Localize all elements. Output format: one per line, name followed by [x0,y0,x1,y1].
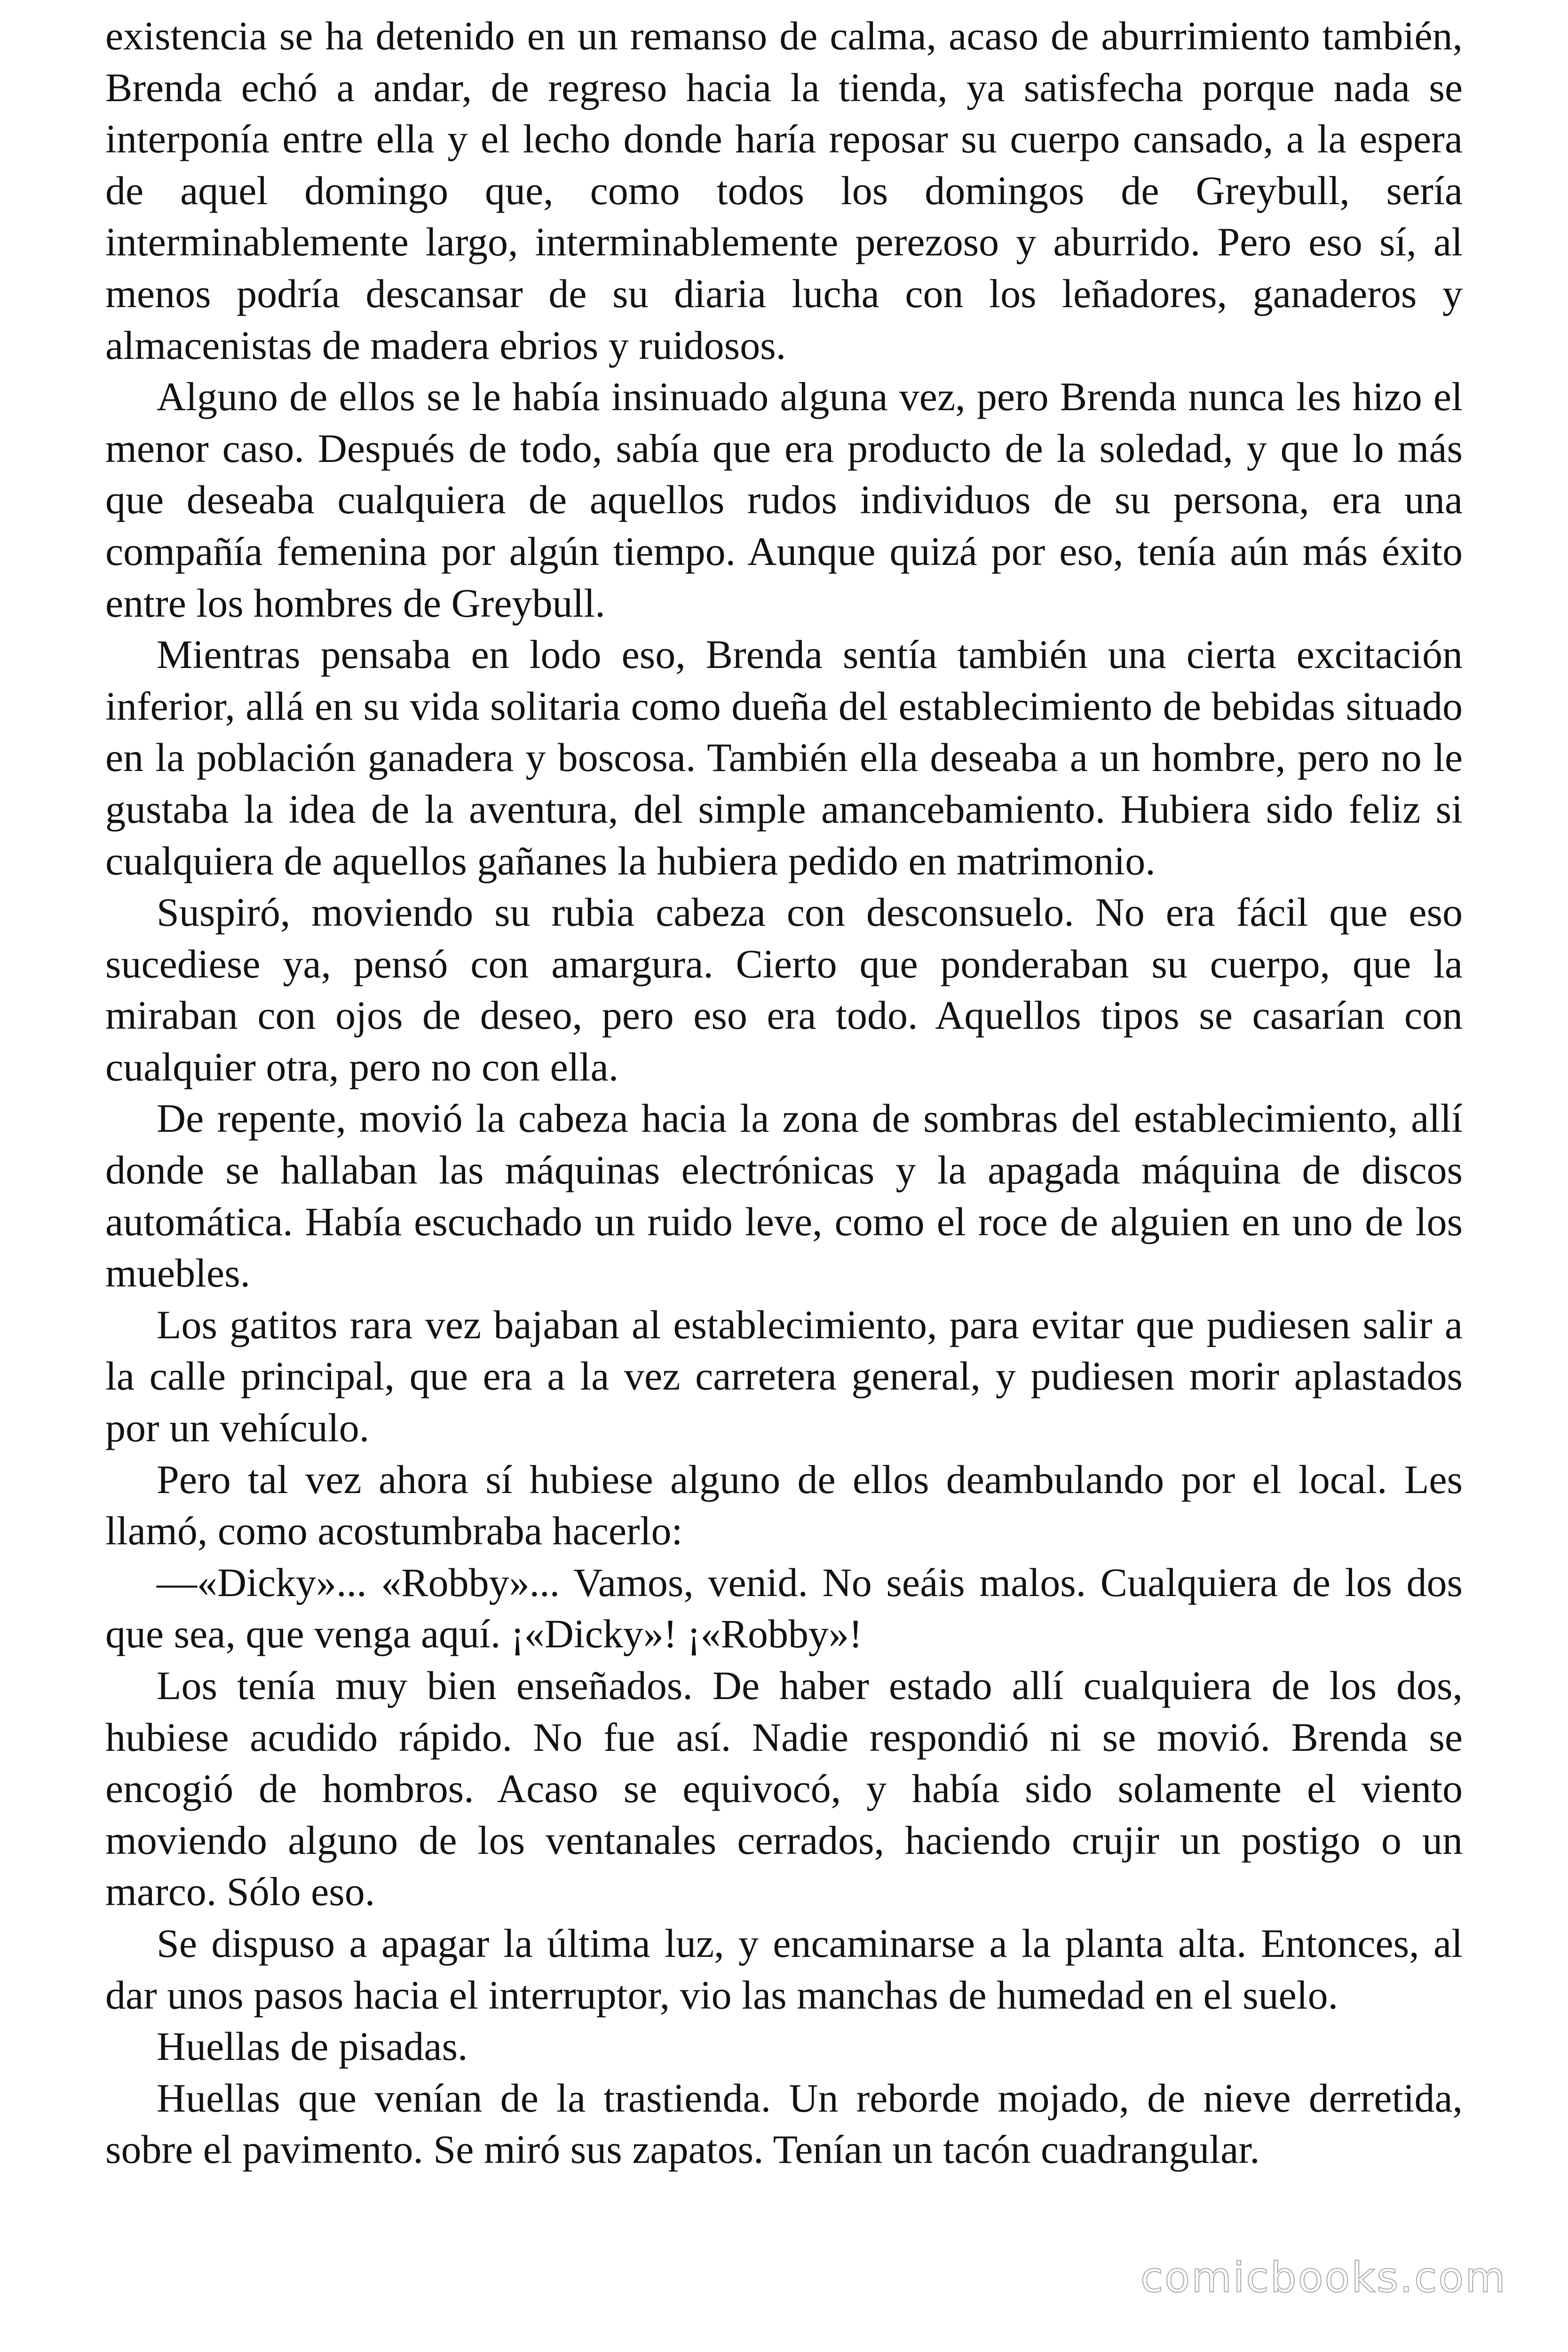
paragraph-6: Los gatitos rara vez bajaban al establecimiento, para evitar que pudiesen salir a la calle principal, que era a la vez carretera general, y pudiesen morir aplastados por un vehículo. [105,1302,1463,1451]
paragraph-1: existencia se ha detenido en un remanso de calma, acaso de aburrimiento también, Brenda echó a andar, de regreso hacia la tienda, ya satisfecha porque nada se interponía entre ella y el lecho donde haría reposar su cuerpo cansado, a la espera de aquel domingo que, como todos los domingos de Greybull, sería interminablemente largo, interminablemente perezoso y aburrido. Pero eso sí, al menos podría descansar de su diaria lucha con los leñadores, ganaderos y almacenistas de madera ebrios y ruidosos. [105,13,1463,368]
paragraph-2: Alguno de ellos se le había insinuado alguna vez, pero Brenda nunca les hizo el menor caso. Después de todo, sabía que era producto de la soledad, y que lo más que deseaba cualquiera de aquellos rudos individuos de su persona, era una compañía femenina por algún tiempo. Aunque quizá por eso, tenía aún más éxito entre los hombres de Greybull. [105,374,1463,626]
paragraph-11: Huellas de pisadas. [157,2024,468,2069]
paragraph-12: Huellas que venían de la trastienda. Un reborde mojado, de nieve derretida, sobre el pavimento. Se miró sus zapatos. Tenían un tacón cuadrangular. [105,2075,1463,2172]
paragraph-9: Los tenía muy bien enseñados. De haber estado allí cualquiera de los dos, hubiese acudido rápido. No fue así. Nadie respondió ni se movió. Brenda se encogió de hombros. Acaso se equivocó, y había sido solamente el viento moviendo alguno de los ventanales cerrados, haciendo crujir un postigo o un marco. Sólo eso. [105,1663,1463,1915]
watermark: comicbooks.com [1140,2253,1507,2302]
paragraph-5: De repente, movió la cabeza hacia la zona de sombras del establecimiento, allí donde se hallaban las máquinas electrónicas y la apagada máquina de discos automática. Había escuchado un ruido leve, como el roce de alguien en uno de los muebles. [105,1096,1463,1296]
paragraph-3: Mientras pensaba en lodo eso, Brenda sentía también una cierta excitación inferior, allá en su vida solitaria como dueña del establecimiento de bebidas situado en la población ganadera y boscosa. También ella deseaba a un hombre, pero no le gustaba la idea de la aventura, del simple amancebamiento. Hubiera sido feliz si cualquiera de aquellos gañanes la hubiera pedido en matrimonio. [105,632,1463,883]
paragraph-4: Suspiró, moviendo su rubia cabeza con desconsuelo. No era fácil que eso sucediese ya, pensó con amargura. Cierto que ponderaban su cuerpo, que la miraban con ojos de deseo, pero eso era todo. Aquellos tipos se casarían con cualquier otra, pero no con ella. [105,890,1463,1089]
paragraph-10: Se dispuso a apagar la última luz, y encaminarse a la planta alta. Entonces, al dar unos pasos hacia el interruptor, vio las manchas de humedad en el suelo. [105,1920,1463,2018]
paragraph-7: Pero tal vez ahora sí hubiese alguno de ellos deambulando por el local. Les llamó, como acostumbraba hacerlo: [105,1456,1463,1554]
paragraph-8-dialogue: —«Dicky»... «Robby»... Vamos, venid. No seáis malos. Cualquiera de los dos que sea, que venga aquí. ¡«Dicky»! ¡«Robby»! [105,1559,1463,1657]
body-text [105,10,1463,2176]
